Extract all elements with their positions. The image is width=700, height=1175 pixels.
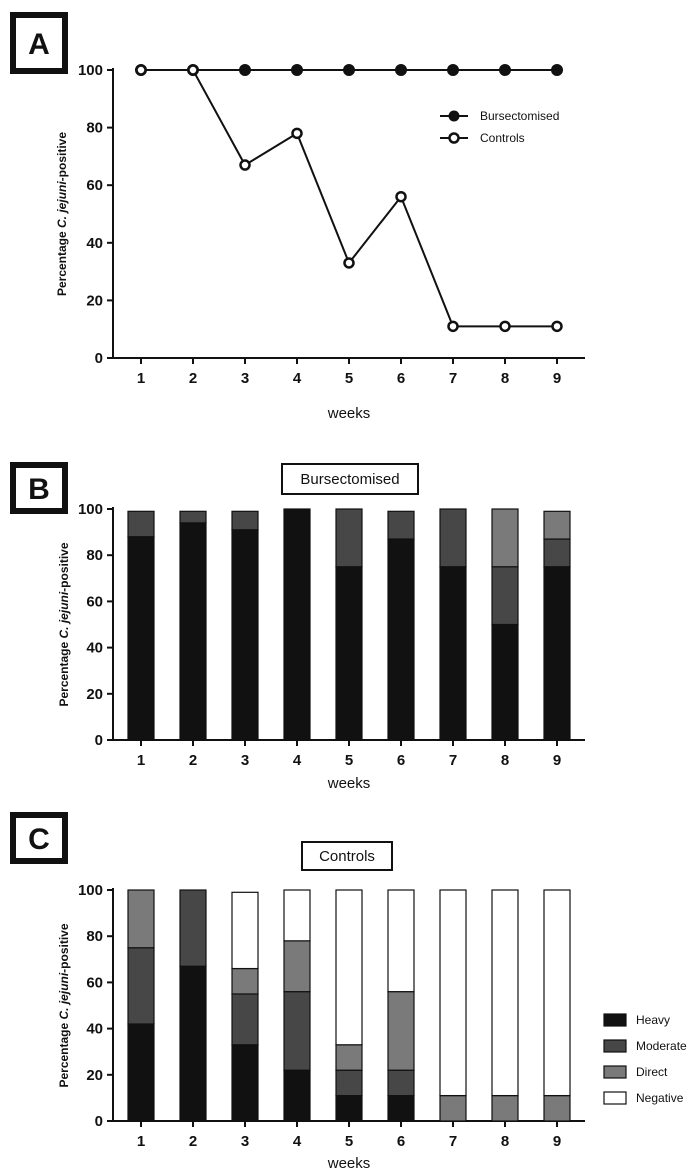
y-tick-label: 60: [86, 593, 103, 611]
bar-segment-moderate: [440, 509, 466, 567]
x-tick-label: 5: [344, 370, 354, 387]
data-point-filled: [292, 65, 303, 76]
x-tick-label: 6: [396, 752, 406, 769]
y-axis-label-part: Percentage: [57, 1019, 71, 1088]
legend-label: Bursectomised: [480, 109, 560, 123]
legend-swatch: [604, 1066, 626, 1078]
bar-segment-moderate: [492, 567, 518, 625]
y-axis-label-part: -positive: [57, 923, 71, 973]
bar-segment-direct: [492, 509, 518, 567]
x-tick-label: 1: [136, 752, 146, 769]
bar-segment-moderate: [180, 511, 206, 523]
bar-segment-moderate: [336, 509, 362, 567]
legend-marker-filled: [449, 111, 460, 122]
x-tick-label: 8: [500, 370, 510, 387]
y-tick-label: 60: [86, 177, 103, 195]
x-tick-label: 2: [188, 752, 198, 769]
bar-segment-moderate: [544, 539, 570, 567]
x-tick-label: 8: [500, 1133, 510, 1150]
data-point-open: [553, 322, 562, 331]
y-tick-label: 100: [77, 501, 103, 518]
y-axis-label: [57, 923, 71, 1087]
y-tick-label: 20: [86, 685, 103, 703]
x-tick-label: 8: [500, 752, 510, 769]
x-tick-label: 2: [188, 370, 198, 387]
data-point-open: [293, 129, 302, 138]
x-tick-label: 4: [292, 1133, 302, 1150]
bar-segment-negative: [336, 890, 362, 1045]
bar-segment-heavy: [388, 1096, 414, 1121]
bar-segment-heavy: [180, 523, 206, 740]
bar-segment-moderate: [388, 511, 414, 539]
data-point-filled: [396, 65, 407, 76]
y-axis-label-part: Percentage: [57, 638, 71, 707]
x-axis-label: weeks: [327, 405, 371, 422]
y-axis-label-part: Percentage: [55, 227, 69, 297]
legend-label: Direct: [636, 1065, 668, 1079]
panel-c: [13, 815, 687, 1172]
y-axis-label-part: C. jejuni: [55, 181, 69, 228]
y-tick-label: 80: [86, 928, 103, 946]
legend-label: Heavy: [636, 1013, 671, 1027]
y-tick-label: 0: [94, 350, 103, 367]
bar-segment-heavy: [336, 1096, 362, 1121]
bar-segment-direct: [544, 511, 570, 539]
x-tick-label: 5: [344, 1133, 354, 1150]
y-axis-label: [57, 542, 71, 706]
x-tick-label: 6: [396, 370, 406, 387]
bar-segment-direct: [544, 1096, 570, 1121]
y-axis-label-part: C. jejuni: [57, 972, 71, 1020]
x-tick-label: 9: [552, 752, 562, 769]
data-point-open: [345, 258, 354, 267]
data-point-filled: [448, 65, 459, 76]
legend-label: Controls: [480, 131, 525, 145]
subtitle: Controls: [319, 848, 375, 865]
data-point-open: [189, 66, 198, 75]
y-tick-label: 60: [86, 974, 103, 992]
bar-segment-negative: [492, 890, 518, 1096]
bar-segment-direct: [440, 1096, 466, 1121]
x-axis-label: weeks: [327, 775, 371, 792]
bar-segment-direct: [232, 969, 258, 994]
legend-label: Negative: [636, 1091, 684, 1105]
bar-segment-moderate: [388, 1070, 414, 1095]
y-tick-label: 100: [77, 882, 103, 899]
x-tick-label: 7: [448, 1133, 458, 1150]
bar-segment-moderate: [284, 992, 310, 1071]
data-point-filled: [240, 65, 251, 76]
legend-marker-open: [450, 134, 459, 143]
bar-segment-heavy: [440, 567, 466, 740]
data-point-open: [449, 322, 458, 331]
y-axis-label-part: -positive: [57, 542, 71, 592]
bar-segment-moderate: [128, 511, 154, 536]
bar-segment-direct: [284, 941, 310, 992]
y-tick-label: 20: [86, 1066, 103, 1084]
x-tick-label: 1: [136, 1133, 146, 1150]
panel-letter: B: [28, 473, 50, 506]
panel-letter: A: [28, 28, 50, 61]
bar-segment-moderate: [180, 890, 206, 966]
y-tick-label: 80: [86, 547, 103, 565]
x-tick-label: 1: [136, 370, 146, 387]
legend-label: Moderate: [636, 1039, 687, 1053]
panel-letter: C: [28, 823, 50, 856]
bar-segment-heavy: [128, 537, 154, 740]
bar-segment-heavy: [336, 567, 362, 740]
x-tick-label: 5: [344, 752, 354, 769]
y-tick-label: 40: [86, 234, 103, 252]
x-tick-label: 3: [240, 370, 250, 387]
x-tick-label: 9: [552, 370, 562, 387]
bar-segment-heavy: [128, 1024, 154, 1121]
x-tick-label: 9: [552, 1133, 562, 1150]
y-tick-label: 40: [86, 1020, 103, 1038]
bar-segment-heavy: [284, 1070, 310, 1121]
bar-segment-heavy: [544, 567, 570, 740]
data-point-open: [397, 192, 406, 201]
data-point-filled: [500, 65, 511, 76]
bar-segment-negative: [544, 890, 570, 1096]
y-tick-label: 0: [94, 1113, 103, 1130]
data-point-filled: [344, 65, 355, 76]
bar-segment-moderate: [232, 994, 258, 1045]
bar-segment-heavy: [284, 509, 310, 740]
bar-segment-direct: [388, 992, 414, 1071]
bar-segment-negative: [440, 890, 466, 1096]
bar-segment-negative: [232, 892, 258, 968]
bar-segment-moderate: [336, 1070, 362, 1095]
y-tick-label: 40: [86, 639, 103, 657]
bar-segment-negative: [388, 890, 414, 992]
y-axis-label: [55, 132, 69, 296]
bar-segment-heavy: [388, 539, 414, 740]
bar-segment-direct: [128, 890, 154, 948]
data-point-open: [137, 66, 146, 75]
data-point-open: [241, 161, 250, 170]
panel-b: [13, 464, 585, 792]
bar-segment-heavy: [232, 1045, 258, 1121]
bar-segment-moderate: [128, 948, 154, 1024]
x-tick-label: 7: [448, 370, 458, 387]
x-axis-label: weeks: [327, 1155, 371, 1172]
data-point-open: [501, 322, 510, 331]
bar-segment-negative: [284, 890, 310, 941]
x-tick-label: 3: [240, 752, 250, 769]
bar-segment-heavy: [180, 966, 206, 1121]
bar-segment-direct: [492, 1096, 518, 1121]
bar-segment-moderate: [232, 511, 258, 529]
y-tick-label: 20: [86, 292, 103, 310]
bar-segment-heavy: [232, 530, 258, 740]
x-tick-label: 3: [240, 1133, 250, 1150]
y-tick-label: 100: [77, 62, 103, 79]
legend-swatch: [604, 1040, 626, 1052]
panel-a: [13, 15, 585, 422]
bar-segment-direct: [336, 1045, 362, 1070]
y-axis-label-part: -positive: [55, 131, 69, 182]
y-tick-label: 0: [94, 732, 103, 749]
y-axis-label-part: C. jejuni: [57, 591, 71, 639]
x-tick-label: 4: [292, 752, 302, 769]
x-tick-label: 4: [292, 370, 302, 387]
legend-swatch: [604, 1092, 626, 1104]
data-point-filled: [552, 65, 563, 76]
x-tick-label: 2: [188, 1133, 198, 1150]
x-tick-label: 7: [448, 752, 458, 769]
x-tick-label: 6: [396, 1133, 406, 1150]
subtitle: Bursectomised: [300, 471, 400, 488]
y-tick-label: 80: [86, 119, 103, 137]
bar-segment-heavy: [492, 625, 518, 741]
legend-swatch: [604, 1014, 626, 1026]
